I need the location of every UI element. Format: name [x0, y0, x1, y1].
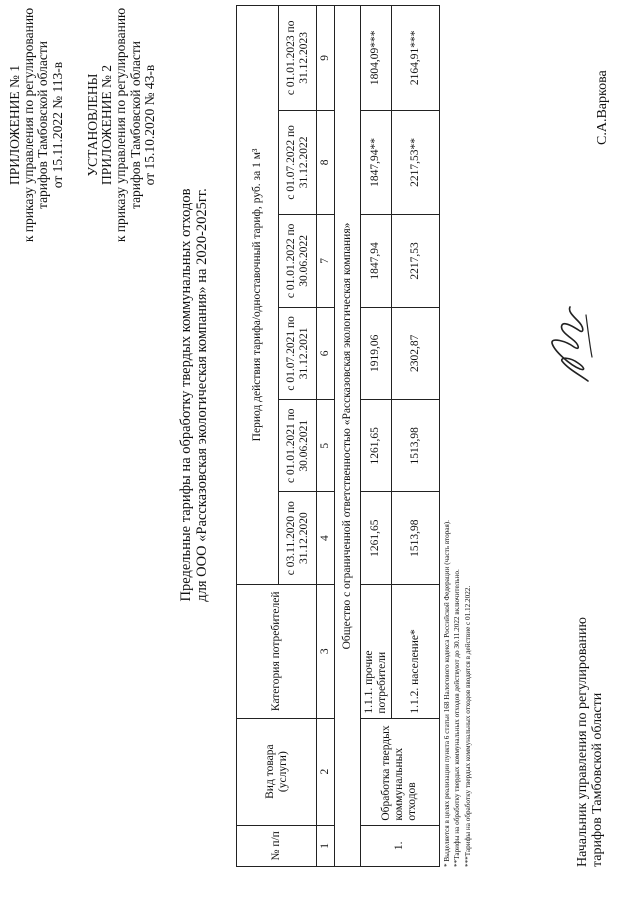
row-category: 1.1.1. прочие потребители	[360, 584, 391, 718]
column-number: 3	[317, 584, 335, 718]
tariff-value: 1513,98	[391, 492, 439, 584]
row-category: 1.1.2. население*	[391, 584, 439, 718]
position-line-1: Начальник управления по регулированию	[575, 617, 590, 867]
document-title	[178, 35, 210, 755]
title-line-1: Предельные тарифы на обработку твердых коммунальных отходов	[178, 188, 194, 602]
column-number: 9	[317, 6, 335, 111]
column-number: 7	[317, 215, 335, 307]
column-number: 8	[317, 110, 335, 215]
appendix-header	[8, 0, 65, 250]
organization-name: Общество с ограниченной ответственностью «Рассказовская экологическая компания»	[334, 6, 360, 867]
tariff-value: 1804,09***	[360, 6, 391, 111]
tariff-value: 2217,53	[391, 215, 439, 307]
appendix-order-date: от 15.11.2022 № 113-в	[49, 61, 65, 189]
column-number-row	[317, 6, 335, 867]
approved-block	[86, 0, 157, 250]
period-cell: с 03.11.2020 по 31.12.2020	[279, 492, 317, 584]
approved-order-line: к приказу управления по регулированию	[113, 7, 129, 243]
row-good: Обработка твердых коммунальных отходов	[360, 718, 439, 825]
tariff-table	[236, 5, 440, 867]
tariff-value: 1919,06	[360, 307, 391, 399]
row-num: 1.	[360, 825, 439, 866]
header-category: Категория потребителей	[237, 584, 317, 718]
approved-authority: тарифов Тамбовской области	[127, 41, 143, 209]
footnote-3: ***Тарифы на обработку твердых коммунальных отходов вводятся в действие с 01.12.2022.	[463, 585, 472, 867]
signatory-position	[575, 537, 606, 867]
column-number: 6	[317, 307, 335, 399]
approved-heading: УСТАНОВЛЕНЫ	[85, 73, 100, 177]
approved-order-date: от 15.10.2020 № 43-в	[141, 64, 157, 186]
footnote-1: * Выделяется в целях реализации пункта 6 статьи 168 Налогового кодекса Российской Федерации (часть вторая).	[443, 520, 451, 867]
header-period: Период действия тарифа/одноставочный тариф, руб. за 1 м³	[237, 6, 279, 585]
tariff-value: 1847,94	[360, 215, 391, 307]
tariff-value: 2302,87	[391, 307, 439, 399]
header-num: № п/п	[237, 825, 317, 866]
tariff-value: 1261,65	[360, 400, 391, 492]
period-cell: с 01.01.2022 по 30.06.2022	[279, 215, 317, 307]
period-cell: с 01.01.2021 по 30.06.2021	[279, 400, 317, 492]
period-cell: с 01.07.2021 по 31.12.2021	[279, 307, 317, 399]
tariff-value: 2164,91***	[391, 6, 439, 111]
column-number: 2	[317, 718, 335, 825]
title-line-2: для ООО «Рассказовская экологическая компания» на 2020-2025гг.	[194, 188, 211, 602]
organization-row	[334, 6, 360, 867]
appendix-number: ПРИЛОЖЕНИЕ № 1	[7, 64, 22, 186]
column-number: 4	[317, 492, 335, 584]
tariff-value: 1261,65	[360, 492, 391, 584]
signatory-name: С.А.Варкова	[595, 70, 610, 145]
tariff-value: 1513,98	[391, 400, 439, 492]
column-number: 5	[317, 400, 335, 492]
footnote-2: **Тарифы на обработку твердых коммунальных отходов действуют до 30.11.2022 включительно.	[453, 569, 462, 867]
table-header-row	[237, 6, 279, 867]
appendix-order-line: к приказу управления по регулированию	[21, 7, 37, 243]
tariff-value: 2217,53**	[391, 110, 439, 215]
period-cell: с 01.07.2022 по 31.12.2022	[279, 110, 317, 215]
footnotes	[442, 267, 473, 867]
header-good: Вид товара (услуги)	[237, 718, 317, 825]
period-cell: с 01.01.2023 по 31.12.2023	[279, 6, 317, 111]
table-row	[360, 6, 391, 867]
column-number: 1	[317, 825, 335, 866]
handwritten-signature	[540, 297, 604, 387]
tariff-value: 1847,94**	[360, 110, 391, 215]
appendix-authority: тарифов Тамбовской области	[35, 41, 51, 209]
approved-appendix: ПРИЛОЖЕНИЕ № 2	[99, 64, 115, 186]
position-line-2: тарифов Тамбовской области	[590, 692, 606, 867]
